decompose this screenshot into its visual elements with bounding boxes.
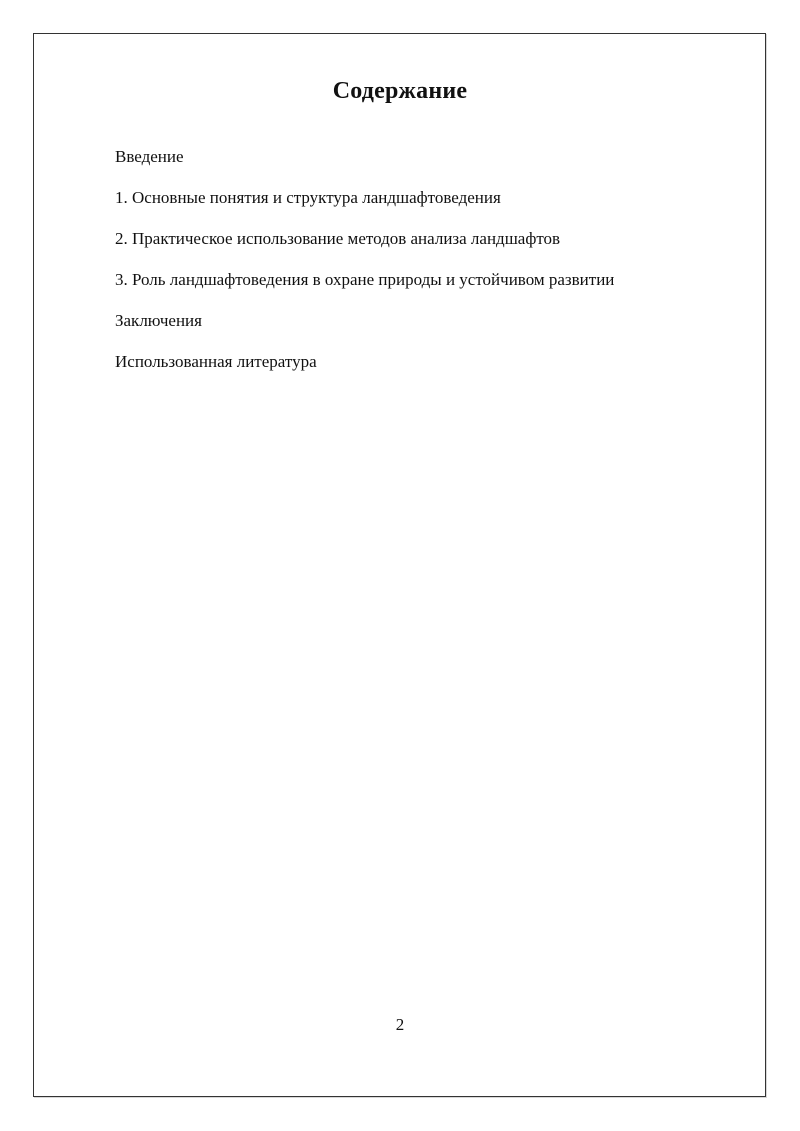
page-title: Содержание xyxy=(332,78,468,104)
page-number: 2 xyxy=(395,1015,405,1034)
toc-item-introduction: Введение xyxy=(115,147,184,166)
toc-item-references: Использованная литература xyxy=(115,352,317,371)
table-of-contents xyxy=(115,146,614,392)
toc-item-chapter-2: 2. Практическое использование методов анализа ландшафтов xyxy=(115,229,561,248)
toc-item-chapter-3: 3. Роль ландшафтоведения в охране природы и устойчивом развитии xyxy=(115,270,615,289)
toc-item-chapter-1: 1. Основные понятия и структура ландшафтоведения xyxy=(115,188,501,207)
toc-item-conclusion: Заключения xyxy=(115,311,202,330)
